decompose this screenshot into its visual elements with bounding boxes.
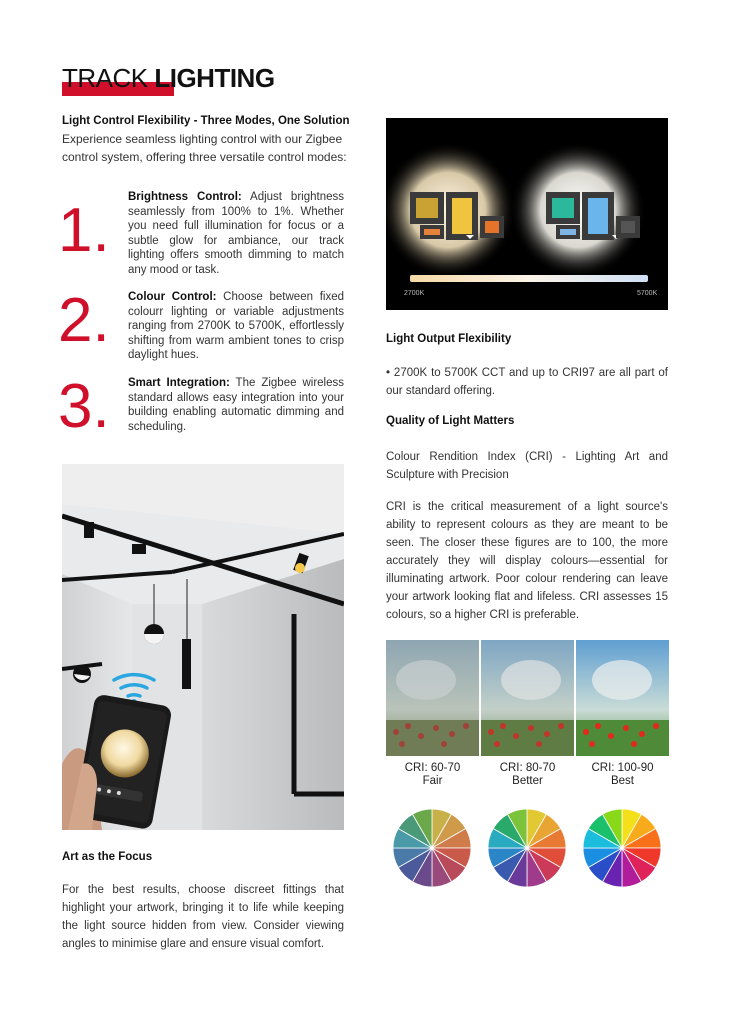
cri-subheading: Colour Rendition Index (CRI) - Lighting Art and Sculpture with Precision <box>386 451 668 481</box>
cri-rating-fair: Fair <box>422 775 443 787</box>
mode-colour <box>128 290 344 363</box>
cri-label-best <box>576 762 669 788</box>
title-light: TRACK <box>62 63 155 93</box>
cri-range-better: CRI: 80-70 <box>499 762 556 774</box>
mode-brightness-title: Brightness Control: <box>128 191 242 203</box>
cri-rating-best: Best <box>610 775 634 787</box>
title-bold: LIGHTING <box>154 63 275 93</box>
quality-heading: Quality of Light Matters <box>386 415 515 427</box>
cri-rating-better: Better <box>512 775 543 787</box>
cri-label-better <box>481 762 574 788</box>
cri-label-fair <box>386 762 479 788</box>
mode-brightness-text: Adjust brightness seamlessly from 100% to 1%. Whether you need full illumination for focus or a subtle glow for ambiance, our track lighting offers smooth dimming to match any mood or task. <box>128 191 344 276</box>
art-heading: Art as the Focus <box>62 851 153 863</box>
cri-body: CRI is the critical measurement of a light source's ability to represent colours as they are meant to be seen. The closer these figures are to 100, the more accurately they will display colours—essential for illuminating artwork. Poor colour rendering can leave your artwork looking flat and lifeless. CRI assesses 15 colours, so a higher CRI is preferable. <box>386 501 668 621</box>
light-control-intro: Experience seamless lighting control with our Zigbee control system, offering three versatile control modes: <box>62 132 347 164</box>
colour-wheel-best <box>582 808 662 888</box>
painting-sample-fair <box>386 640 479 756</box>
cct-demo-image <box>386 118 668 310</box>
colour-wheel-fair <box>392 808 472 888</box>
mode-smart-text: The Zigbee wireless standard allows easy integration into your building enabling automatic dimming and scheduling. <box>128 377 344 433</box>
mode-colour-title: Colour Control: <box>128 291 217 303</box>
mode-number-3: 3. <box>58 372 110 441</box>
cri-range-best: CRI: 100-90 <box>591 762 654 774</box>
cct-label-warm: 2700K <box>404 290 425 297</box>
page-title <box>62 62 275 96</box>
mode-number-2: 2. <box>58 286 110 355</box>
light-output-heading: Light Output Flexibility <box>386 333 512 345</box>
mode-number-1: 1. <box>58 196 110 265</box>
mode-smart <box>128 376 344 434</box>
light-control-heading: Light Control Flexibility - Three Modes, One Solution <box>62 115 350 127</box>
mode-colour-text: Choose between fixed colourr lighting or variable adjustments ranging from 2700K to 5700K, effortlessly shifting from warm ambient tones to crisp daylight hues. <box>128 291 344 362</box>
cri-range-fair: CRI: 60-70 <box>404 762 461 774</box>
art-text: For the best results, choose discreet fittings that highlight your artwork, bringing it to life while keeping the light source hidden from view. Consider viewing angles to minimise glare and ensure visual comfort. <box>62 884 344 950</box>
mode-brightness <box>128 190 344 278</box>
colour-wheel-better <box>487 808 567 888</box>
mode-smart-title: Smart Integration: <box>128 377 230 389</box>
track-lighting-photo <box>62 464 344 830</box>
painting-sample-better <box>481 640 574 756</box>
painting-sample-best <box>576 640 669 756</box>
cct-label-cool: 5700K <box>637 290 658 297</box>
light-output-text: • 2700K to 5700K CCT and up to CRI97 are all part of our standard offering. <box>386 367 668 397</box>
